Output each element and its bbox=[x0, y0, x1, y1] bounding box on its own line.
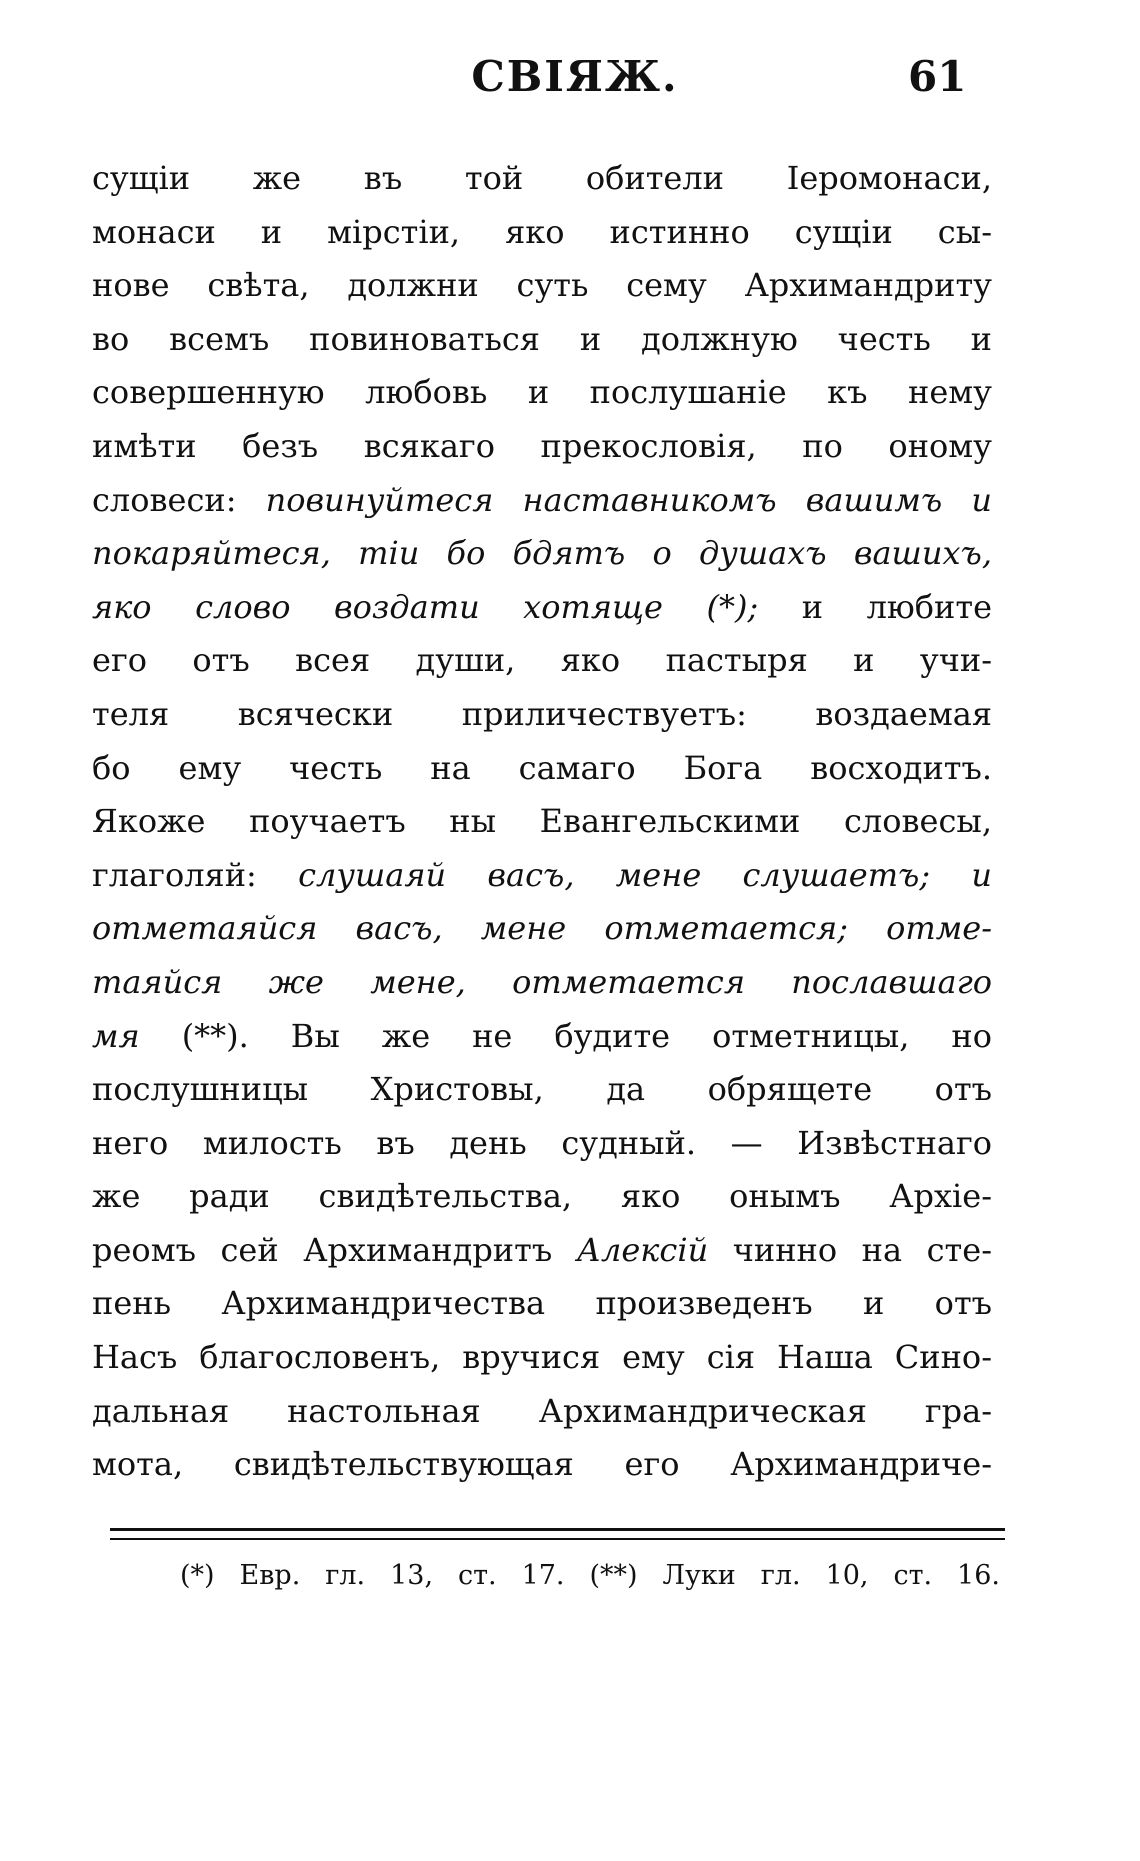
text-line: таяйся же мене, отметается пославшаго bbox=[92, 962, 992, 1001]
text-line: дальная настольная Архимандрическая гра- bbox=[92, 1391, 992, 1430]
text-line: сущіи же въ той обители Іеромонаси, bbox=[92, 159, 992, 197]
text-line bbox=[92, 474, 992, 528]
text-line: имѣти безъ всякаго прекословія, по оному bbox=[92, 426, 992, 465]
text-line: Якоже поучаетъ ны Евангельскими словесы, bbox=[92, 802, 992, 841]
text-line: мота, свидѣтельствующая его Архимандриче- bbox=[92, 1445, 992, 1484]
italic-quote: повинуйтеся наставникомъ вашимъ и bbox=[265, 480, 993, 519]
text-run: словеси: bbox=[92, 480, 266, 519]
footnote: (*) Евр. гл. 13, ст. 17. (**) Луки гл. 10, ст. 16. bbox=[180, 1560, 1000, 1591]
text-line: нове свѣта, должни суть сему Архимандриту bbox=[92, 266, 992, 305]
text-run: глаголяй: bbox=[92, 855, 299, 894]
text-line: Насъ благословенъ, вручися ему сія Наша Сино- bbox=[92, 1338, 992, 1377]
text-run: и любите bbox=[801, 587, 993, 626]
text-line: послушницы Христовы, да обрящете отъ bbox=[92, 1070, 992, 1109]
text-line bbox=[92, 849, 992, 903]
italic-quote: слушаяй васъ, мене слушаетъ; и bbox=[298, 855, 993, 894]
italic-name: Алексій bbox=[576, 1230, 709, 1269]
text-line: монаси и мірстіи, яко истинно сущіи сы- bbox=[92, 212, 992, 251]
text-line bbox=[92, 581, 992, 635]
page-number: 61 bbox=[908, 52, 967, 101]
text-line: его отъ всея души, яко пастыря и учи- bbox=[92, 641, 992, 680]
text-run: реомъ сей Архимандритъ bbox=[92, 1230, 577, 1269]
running-head bbox=[0, 52, 1140, 122]
text-line: отметаяйся васъ, мене отметается; отме- bbox=[92, 909, 992, 948]
text-line: бо ему честь на самаго Бога восходитъ. bbox=[92, 748, 992, 787]
footnote-rule bbox=[110, 1538, 1005, 1540]
text-run: (**). Вы же не будите отметницы, но bbox=[139, 1016, 992, 1055]
text-line: пень Архимандричества произведенъ и отъ bbox=[92, 1284, 992, 1323]
text-line: во всемъ повиноваться и должную честь и bbox=[92, 319, 992, 358]
body-text bbox=[92, 152, 992, 1492]
text-run: чинно на сте- bbox=[708, 1230, 993, 1269]
text-line bbox=[92, 1010, 992, 1064]
italic-quote: мя bbox=[92, 1016, 140, 1055]
footnote-rule bbox=[110, 1528, 1005, 1531]
text-line bbox=[92, 1224, 992, 1278]
italic-quote: яко слово воздати хотяще (*); bbox=[92, 587, 802, 626]
text-line: же ради свидѣтельства, яко онымъ Архіе- bbox=[92, 1177, 992, 1216]
text-line: покаряйтеся, тіи бо бдятъ о душахъ вашихъ, bbox=[92, 534, 992, 573]
text-line: совершенную любовь и послушаніе къ нему bbox=[92, 373, 992, 412]
text-line: теля всячески приличествуетъ: воздаемая bbox=[92, 694, 992, 733]
page-title: СВІЯЖ. bbox=[471, 52, 679, 101]
text-line: него милость въ день судный. — Извѣстнаго bbox=[92, 1123, 992, 1162]
